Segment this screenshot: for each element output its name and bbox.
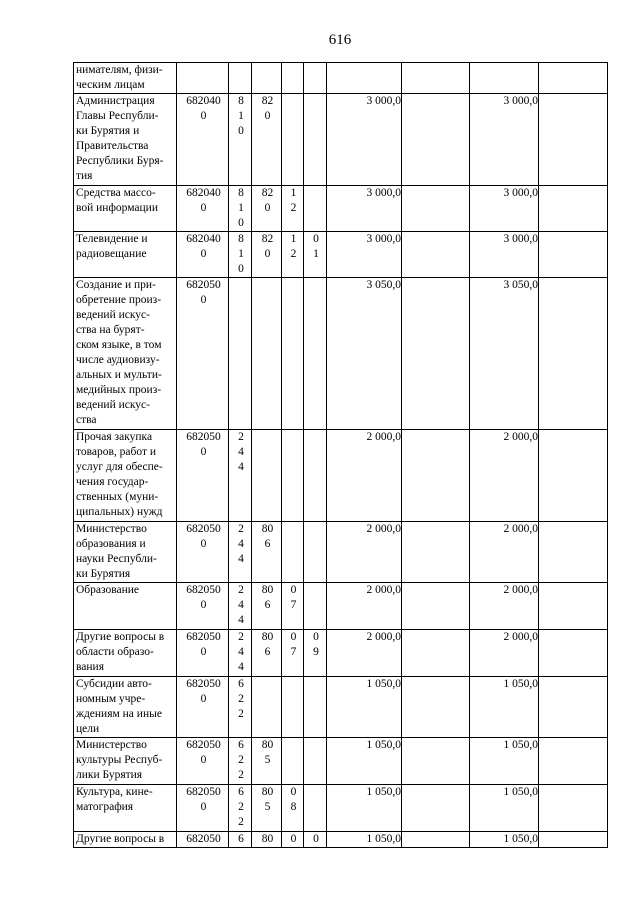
row-name: Прочая закупка товаров, работ и услуг для обеспе- чения государ- ственных (муни- ципальных) нужд bbox=[74, 430, 177, 522]
amount-empty bbox=[402, 677, 470, 738]
section-code bbox=[282, 522, 304, 583]
table-row bbox=[74, 186, 608, 232]
section-code: 0 7 bbox=[282, 630, 304, 677]
ministry-code: 80 6 bbox=[252, 630, 282, 677]
target-article-code: 682040 0 bbox=[177, 232, 229, 278]
ministry-code: 82 0 bbox=[252, 94, 282, 186]
expense-type-code: 8 1 0 bbox=[229, 186, 252, 232]
ministry-code: 82 0 bbox=[252, 232, 282, 278]
amount-second: 2 000,0 bbox=[470, 522, 539, 583]
amount-third bbox=[539, 232, 608, 278]
row-name: Администрация Главы Республи- ки Бурятия и Правительства Республики Буря- тия bbox=[74, 94, 177, 186]
amount-second: 2 000,0 bbox=[470, 583, 539, 630]
amount-empty bbox=[402, 278, 470, 430]
subsection-code: 0 9 bbox=[304, 630, 327, 677]
amount-third bbox=[539, 522, 608, 583]
amount-total: 2 000,0 bbox=[327, 583, 402, 630]
amount-total: 2 000,0 bbox=[327, 430, 402, 522]
row-name: Субсидии авто- номным учре- ждениям на иные цели bbox=[74, 677, 177, 738]
amount-third bbox=[539, 738, 608, 785]
ministry-code: 80 6 bbox=[252, 583, 282, 630]
target-article-code: 682040 0 bbox=[177, 186, 229, 232]
subsection-code: 0 1 bbox=[304, 232, 327, 278]
amount-second: 1 050,0 bbox=[470, 832, 539, 848]
subsection-code bbox=[304, 430, 327, 522]
target-article-code: 682050 bbox=[177, 832, 229, 848]
target-article-code: 682050 0 bbox=[177, 278, 229, 430]
subsection-code bbox=[304, 677, 327, 738]
section-code bbox=[282, 677, 304, 738]
amount-total bbox=[327, 63, 402, 94]
amount-second: 1 050,0 bbox=[470, 738, 539, 785]
amount-third bbox=[539, 630, 608, 677]
row-name: Создание и при- обретение произ- ведений искус- ства на бурят- ском языке, в том числе аудиовизу- альных и мульти- медийных произ- ведений искус- ства bbox=[74, 278, 177, 430]
amount-empty bbox=[402, 522, 470, 583]
section-code: 0 7 bbox=[282, 583, 304, 630]
amount-second: 2 000,0 bbox=[470, 630, 539, 677]
row-name: Другие вопросы в области образо- вания bbox=[74, 630, 177, 677]
expense-type-code: 6 bbox=[229, 832, 252, 848]
subsection-code bbox=[304, 186, 327, 232]
target-article-code: 682050 0 bbox=[177, 630, 229, 677]
amount-empty bbox=[402, 232, 470, 278]
row-name: Средства массо- вой информации bbox=[74, 186, 177, 232]
expense-type-code: 6 2 2 bbox=[229, 677, 252, 738]
ministry-code: 80 5 bbox=[252, 785, 282, 832]
ministry-code bbox=[252, 677, 282, 738]
expense-type-code bbox=[229, 278, 252, 430]
section-code bbox=[282, 278, 304, 430]
table-row bbox=[74, 232, 608, 278]
amount-third bbox=[539, 785, 608, 832]
amount-empty bbox=[402, 430, 470, 522]
target-article-code: 682050 0 bbox=[177, 430, 229, 522]
table-row bbox=[74, 63, 608, 94]
target-article-code bbox=[177, 63, 229, 94]
subsection-code bbox=[304, 583, 327, 630]
target-article-code: 682050 0 bbox=[177, 583, 229, 630]
amount-empty bbox=[402, 630, 470, 677]
amount-empty bbox=[402, 832, 470, 848]
amount-total: 1 050,0 bbox=[327, 832, 402, 848]
row-name: Министерство образования и науки Республи- ки Бурятия bbox=[74, 522, 177, 583]
expense-type-code: 2 4 4 bbox=[229, 430, 252, 522]
expense-type-code: 6 2 2 bbox=[229, 785, 252, 832]
ministry-code: 80 6 bbox=[252, 522, 282, 583]
section-code: 1 2 bbox=[282, 232, 304, 278]
expense-type-code: 2 4 4 bbox=[229, 630, 252, 677]
amount-total: 1 050,0 bbox=[327, 738, 402, 785]
amount-third bbox=[539, 583, 608, 630]
target-article-code: 682050 0 bbox=[177, 522, 229, 583]
table-row bbox=[74, 677, 608, 738]
amount-second: 1 050,0 bbox=[470, 677, 539, 738]
amount-second: 3 000,0 bbox=[470, 186, 539, 232]
table-row bbox=[74, 832, 608, 848]
table-row bbox=[74, 785, 608, 832]
amount-total: 2 000,0 bbox=[327, 522, 402, 583]
amount-third bbox=[539, 430, 608, 522]
expense-type-code: 2 4 4 bbox=[229, 583, 252, 630]
row-name: Телевидение и радиовещание bbox=[74, 232, 177, 278]
page-number: 616 bbox=[328, 32, 352, 48]
amount-total: 2 000,0 bbox=[327, 630, 402, 677]
ministry-code: 80 5 bbox=[252, 738, 282, 785]
expense-type-code: 2 4 4 bbox=[229, 522, 252, 583]
subsection-code: 0 bbox=[304, 832, 327, 848]
ministry-code bbox=[252, 430, 282, 522]
amount-second: 1 050,0 bbox=[470, 785, 539, 832]
amount-second: 3 000,0 bbox=[470, 94, 539, 186]
section-code bbox=[282, 63, 304, 94]
section-code: 0 8 bbox=[282, 785, 304, 832]
ministry-code bbox=[252, 63, 282, 94]
amount-empty bbox=[402, 186, 470, 232]
section-code: 0 bbox=[282, 832, 304, 848]
subsection-code bbox=[304, 738, 327, 785]
row-name: Министерство культуры Респуб- лики Бурятия bbox=[74, 738, 177, 785]
amount-total: 3 000,0 bbox=[327, 94, 402, 186]
target-article-code: 682040 0 bbox=[177, 94, 229, 186]
amount-total: 3 000,0 bbox=[327, 186, 402, 232]
section-code: 1 2 bbox=[282, 186, 304, 232]
expense-type-code bbox=[229, 63, 252, 94]
amount-third bbox=[539, 63, 608, 94]
amount-second bbox=[470, 63, 539, 94]
ministry-code bbox=[252, 278, 282, 430]
row-name: Культура, кине- матография bbox=[74, 785, 177, 832]
amount-third bbox=[539, 186, 608, 232]
section-code bbox=[282, 430, 304, 522]
section-code bbox=[282, 94, 304, 186]
table-row bbox=[74, 738, 608, 785]
amount-third bbox=[539, 94, 608, 186]
amount-second: 3 050,0 bbox=[470, 278, 539, 430]
expense-type-code: 6 2 2 bbox=[229, 738, 252, 785]
section-code bbox=[282, 738, 304, 785]
amount-empty bbox=[402, 785, 470, 832]
subsection-code bbox=[304, 278, 327, 430]
table-row bbox=[74, 94, 608, 186]
expense-type-code: 8 1 0 bbox=[229, 94, 252, 186]
budget-table bbox=[73, 62, 608, 848]
amount-total: 3 050,0 bbox=[327, 278, 402, 430]
amount-total: 1 050,0 bbox=[327, 785, 402, 832]
expense-type-code: 8 1 0 bbox=[229, 232, 252, 278]
subsection-code bbox=[304, 522, 327, 583]
target-article-code: 682050 0 bbox=[177, 677, 229, 738]
row-name: Другие вопросы в bbox=[74, 832, 177, 848]
ministry-code: 80 bbox=[252, 832, 282, 848]
amount-empty bbox=[402, 63, 470, 94]
table-row bbox=[74, 522, 608, 583]
amount-second: 2 000,0 bbox=[470, 430, 539, 522]
subsection-code bbox=[304, 785, 327, 832]
table-row bbox=[74, 278, 608, 430]
amount-total: 3 000,0 bbox=[327, 232, 402, 278]
amount-empty bbox=[402, 583, 470, 630]
subsection-code bbox=[304, 63, 327, 94]
amount-second: 3 000,0 bbox=[470, 232, 539, 278]
table-row bbox=[74, 630, 608, 677]
row-name: нимателям, физи- ческим лицам bbox=[74, 63, 177, 94]
amount-third bbox=[539, 278, 608, 430]
amount-third bbox=[539, 832, 608, 848]
table-row bbox=[74, 430, 608, 522]
amount-empty bbox=[402, 94, 470, 186]
ministry-code: 82 0 bbox=[252, 186, 282, 232]
row-name: Образование bbox=[74, 583, 177, 630]
target-article-code: 682050 0 bbox=[177, 738, 229, 785]
table-row bbox=[74, 583, 608, 630]
subsection-code bbox=[304, 94, 327, 186]
amount-empty bbox=[402, 738, 470, 785]
amount-third bbox=[539, 677, 608, 738]
amount-total: 1 050,0 bbox=[327, 677, 402, 738]
target-article-code: 682050 0 bbox=[177, 785, 229, 832]
